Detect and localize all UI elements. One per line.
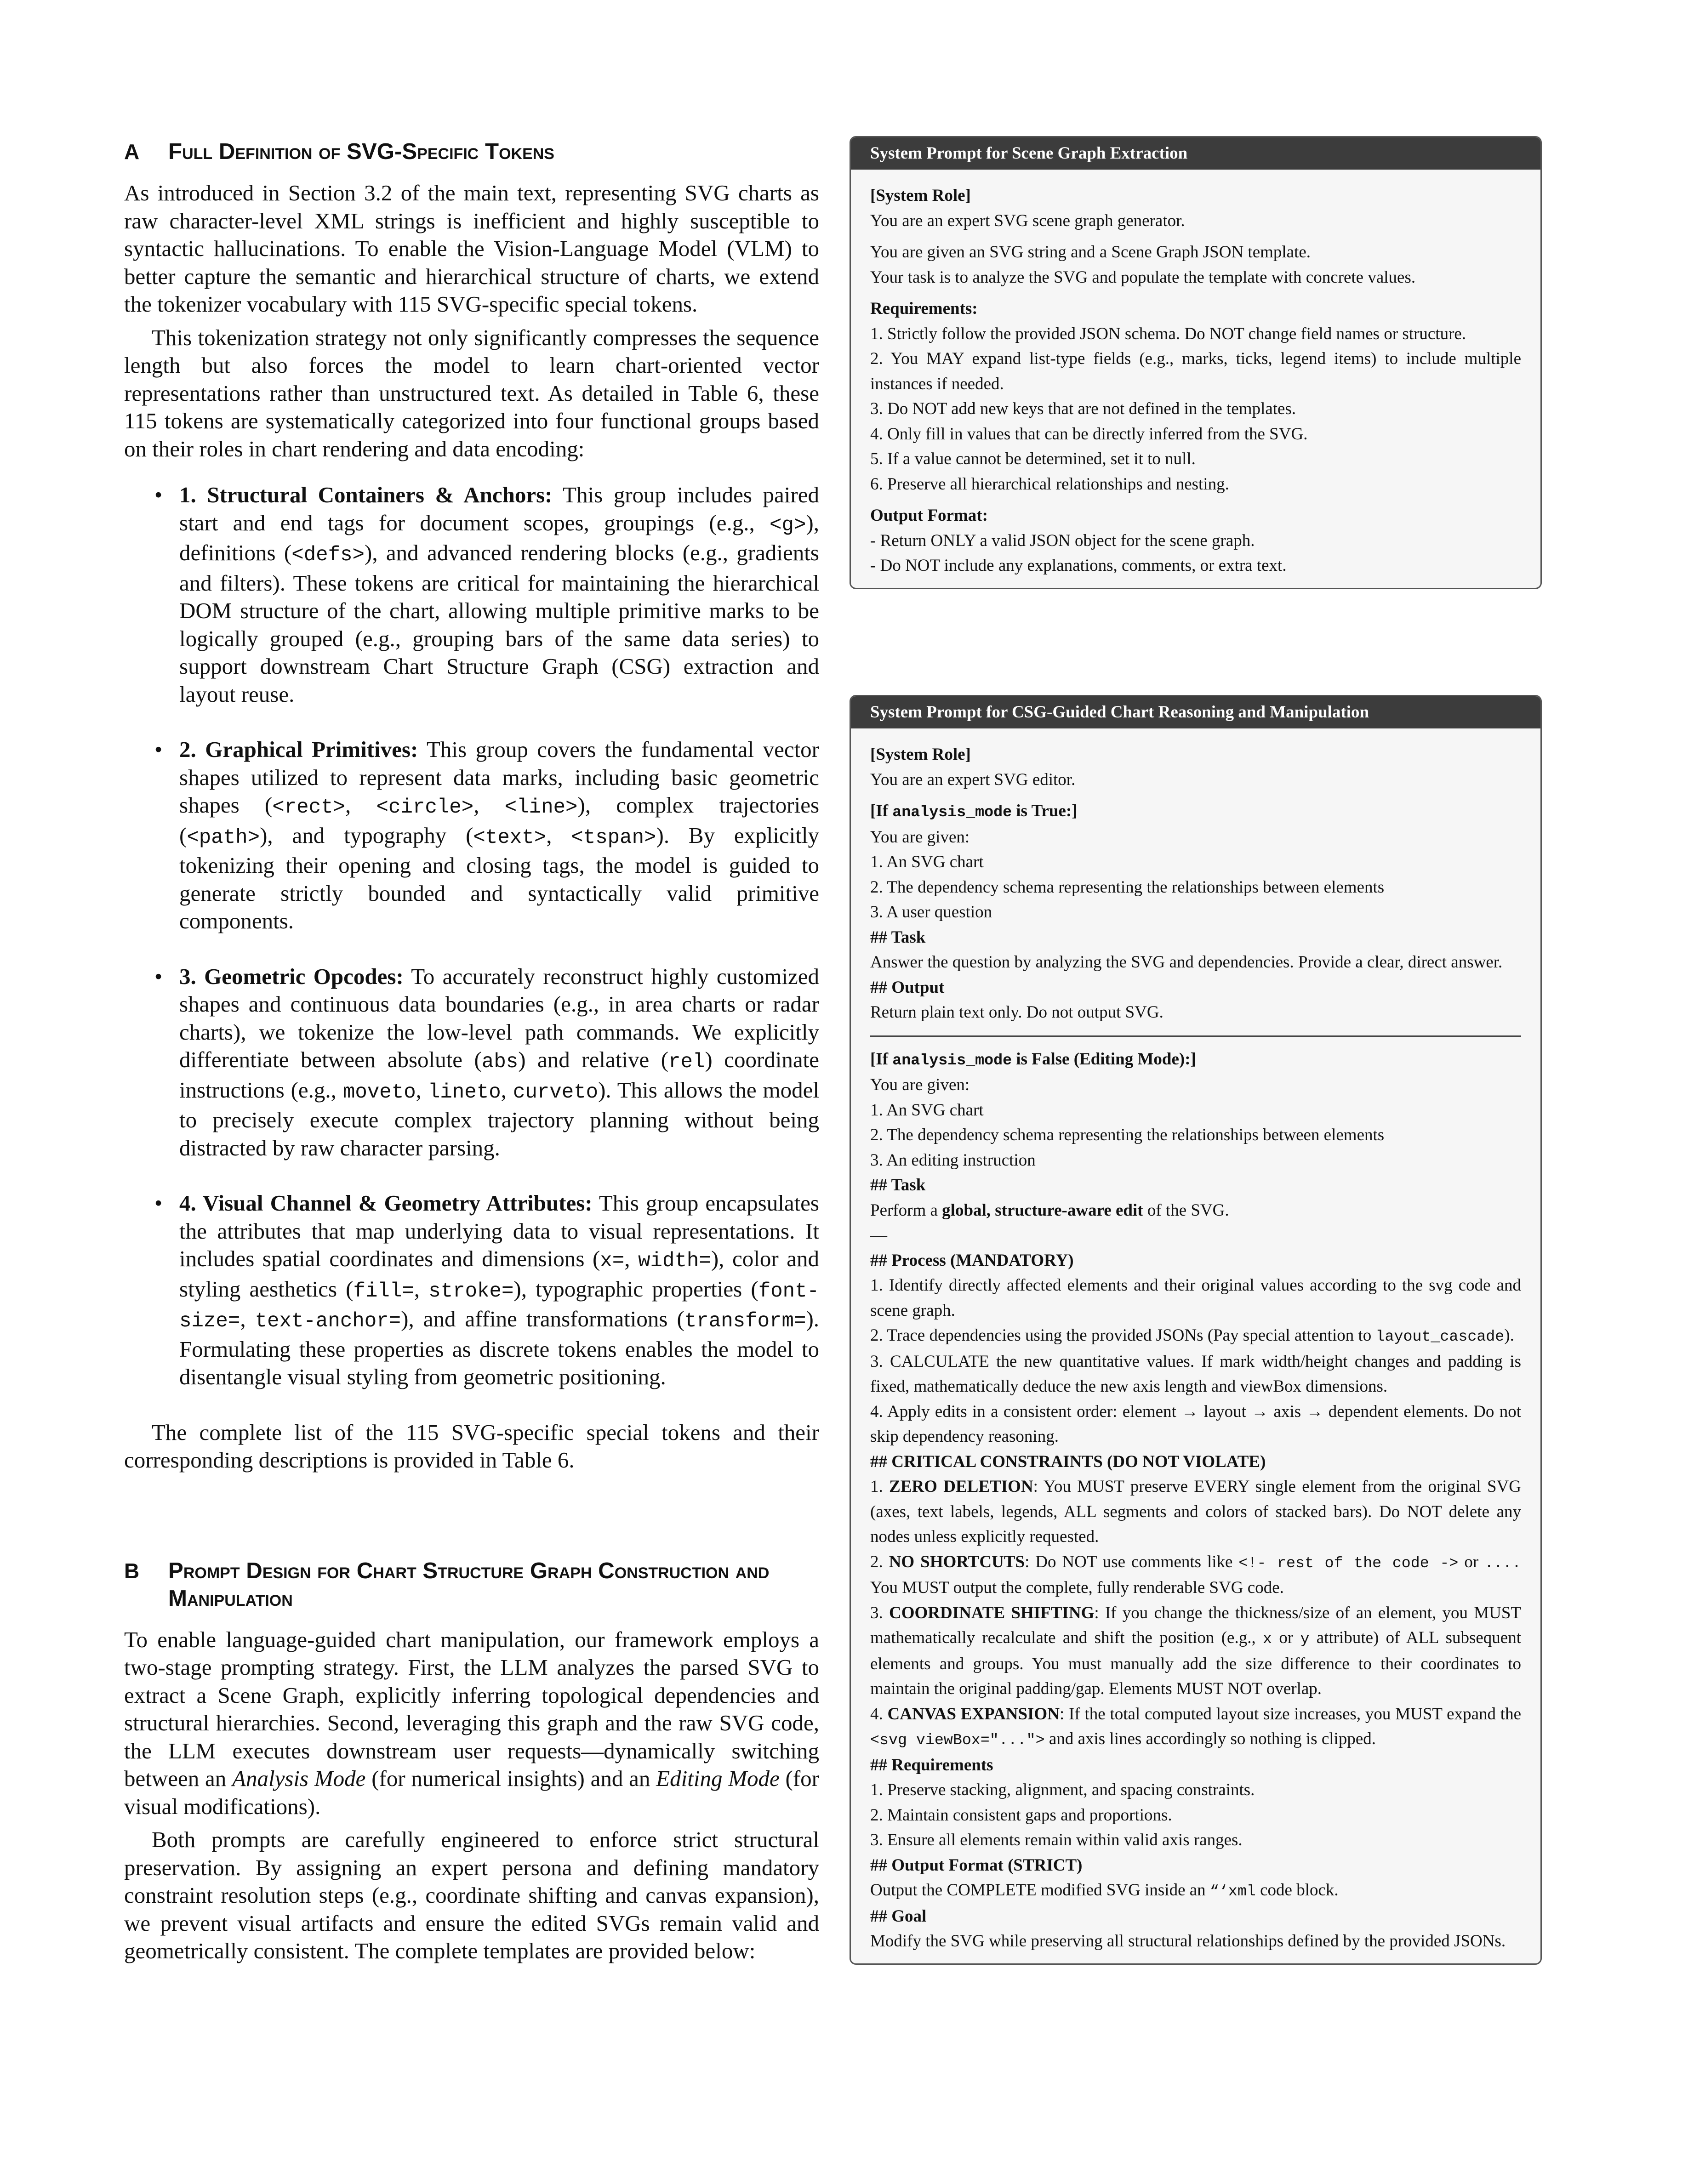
section-a-title: Full Definition of SVG-Specific Tokens [168, 139, 554, 164]
token-group-primitives: • 2. Graphical Primitives: This group covers the fundamental vector shapes utilized to represent data marks, including basic geometric shapes (<rect>, <circle>, <line>), complex trajectories (<path>), and typography (<text>, <tspan>). By explicitly tokenizing their opening and closing tags, the model is guided to generate strictly bounded and syntactically valid primitive components. [124, 736, 819, 935]
mode-divider [870, 1035, 1521, 1037]
section-a-paragraph-1: As introduced in Section 3.2 of the main text, representing SVG charts as raw character-level XML strings is inefficient and highly susceptible to syntactic hallucinations. To enable the Vision-Language Model (VLM) to better capture the semantic and hierarchical structure of charts, we extend the tokenizer vocabulary with 115 SVG-specific special tokens. [124, 180, 819, 317]
section-a-number: A [124, 140, 140, 164]
reasoning-manipulation-prompt-body: [System Role] You are an expert SVG editor. [If analysis_mode is True:] You are given: 1. An SVG chart 2. The dependency schema representing the relationships between elements 3. A user question ## Task Answer the question by analyzing the SVG and dependencies. Provide a clear, direct answer. ## Output Return plain text only. Do not output SVG. [If analysis_mode is False (Editing Mode):] You are given: 1. An SVG chart 2. The dependency schema representing the relationships between elements 3. An editing instruction ## Task Perform a global, structure-aware edit of the SVG. — ## Process (MANDATORY) 1. Identify directly affected elements and their original values according to the svg code and scene graph. 2. Trace dependencies using the provided JSONs (Pay special attention to layout_cascade). 3. CALCULATE the new quantitative values. If mark width/height changes and padding is fixed, mathematically deduce the new axis length and viewBox dimensions. 4. Apply edits in a consistent order: element → layout → axis → dependent elements. Do not skip dependency reasoning. ## CRITICAL CONSTRAINTS (DO NOT VIOLATE) 1. ZERO DELETION: You MUST preserve EVERY single element from the original SVG (axes, text labels, legends, ALL segments and colors of stacked bars). Do NOT delete any nodes unless explicitly requested. 2. NO SHORTCUTS: Do NOT use comments like <!- rest of the code -> or .... You MUST output the complete, fully renderable SVG code. 3. COORDINATE SHIFTING: If you change the thickness/size of an element, you MUST mathematically recalculate and shift the position (e.g., x or y attribute) of ALL subsequent elements and groups. You must manually add the size difference to their coordinates to maintain the original padding/gap. Elements MUST NOT overlap. 4. CANVAS EXPANSION: If the total computed layout size increases, you MUST expand the <svg viewBox="..."> and axis lines accordingly so nothing is clipped. ## Requirements 1. Preserve stacking, alignment, and spacing constraints. 2. Maintain consistent gaps and proportions. 3. Ensure all elements remain within valid axis ranges. ## Output Format (STRICT) Output the COMPLETE modified SVG inside an “‘xml code block. ## Goal Modify the SVG while preserving all structural relationships defined by the provided JSONs. [870, 745, 1522, 1951]
section-b-title: Prompt Design for Chart Structure Graph Construction and Manipulation [168, 1558, 770, 1611]
scene-graph-prompt-header: System Prompt for Scene Graph Extraction [851, 137, 1540, 170]
token-groups-list [124, 481, 819, 1391]
scene-graph-prompt-body: [System Role] You are an expert SVG scene graph generator. You are given an SVG string and a Scene Graph JSON template. Your task is to analyze the SVG and populate the template with concrete values. Requirements: 1. Strictly follow the provided JSON schema. Do NOT change field names or structure. 2. You MAY expand list-type fields (e.g., marks, ticks, legend items) to include multiple instances if needed. 3. Do NOT add new keys that are not defined in the templates. 4. Only fill in values that can be directly inferred from the SVG. 5. If a value cannot be determined, set it to null. 6. Preserve all hierarchical relationships and nesting. Output Format: - Return ONLY a valid JSON object for the scene graph. - Do NOT include any explanations, comments, or extra text. [870, 186, 1521, 575]
token-group-attributes: • 4. Visual Channel & Geometry Attributes: This group encapsulates the attributes that map underlying data to visual representations. It includes spatial coordinates and dimensions (x=, width=), color and styling aesthetics (fill=, stroke=), typographic properties (font-size=, text-anchor=), and affine transformations (transform=). Formulating these properties as discrete tokens enables the model to disentangle visual styling from geometric positioning. [124, 1189, 819, 1391]
reasoning-manipulation-prompt-box [850, 695, 1542, 1965]
section-a-paragraph-2: This tokenization strategy not only significantly compresses the sequence length but also forces the model to learn chart-oriented vector representations rather than unstructured text. As detailed in Table 6, these 115 tokens are systematically categorized into four functional groups based on their roles in chart rendering and data encoding: [124, 324, 819, 461]
reasoning-manipulation-prompt-header: System Prompt for CSG-Guided Chart Reasoning and Manipulation [851, 696, 1540, 728]
section-b-number: B [124, 1558, 140, 1583]
scene-graph-prompt-box [850, 136, 1542, 589]
section-a-heading [124, 138, 819, 165]
section-a-paragraph-3: The complete list of the 115 SVG-specific special tokens and their corresponding descriptions is provided in Table 6. [124, 1419, 819, 1473]
token-group-structural: • 1. Structural Containers & Anchors: This group includes paired start and end tags for document scopes, groupings (e.g., <g>), definitions (<defs>), and advanced rendering blocks (e.g., gradients and filters). These tokens are critical for maintaining the hierarchical DOM structure of the chart, allowing multiple primitive marks to be logically grouped (e.g., grouping bars of the same data series) to support downstream Chart Structure Graph (CSG) extraction and layout reuse. [124, 481, 819, 708]
section-b-paragraph-2: Both prompts are carefully engineered to enforce strict structural preservation. By assigning an expert persona and defining mandatory constraint resolution steps (e.g., coordinate shifting and canvas expansion), we prevent visual artifacts and ensure the edited SVGs remain valid and geometrically consistent. The complete templates are provided below: [124, 1827, 819, 1963]
token-group-opcodes: • 3. Geometric Opcodes: To accurately reconstruct highly customized shapes and continuous data boundaries (e.g., in area charts or radar charts), we tokenize the low-level path commands. We explicitly differentiate between absolute (abs) and relative (rel) coordinate instructions (e.g., moveto, lineto, curveto). This allows the model to precisely execute complex trajectory planning without being distracted by raw character parsing. [124, 963, 819, 1162]
section-b-paragraph-1: To enable language-guided chart manipulation, our framework employs a two-stage prompting strategy. First, the LLM analyzes the parsed SVG to extract a Scene Graph, explicitly inferring topological dependencies and structural hierarchies. Second, leveraging this graph and the raw SVG code, the LLM executes downstream user requests—dynamically switching between an Analysis Mode (for numerical insights) and an Editing Mode (for visual modifications). [124, 1627, 819, 1819]
left-column [124, 138, 819, 1965]
section-b-heading [124, 1557, 819, 1612]
